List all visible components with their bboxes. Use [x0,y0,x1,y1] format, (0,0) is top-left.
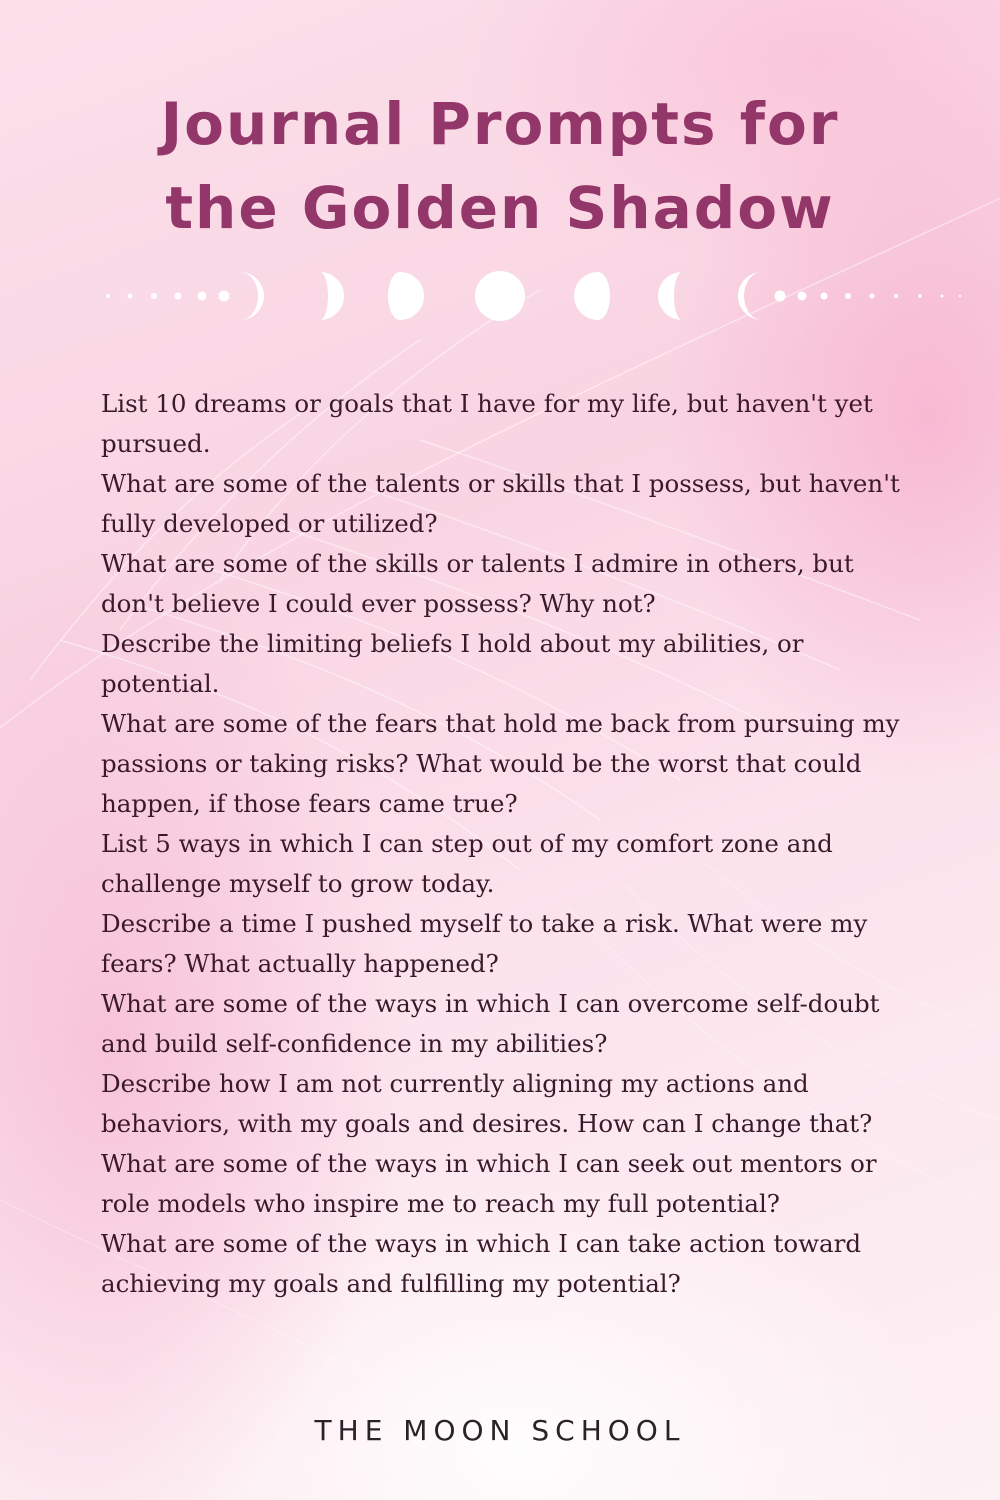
list-item: List 10 dreams or goals that I have for my life, but haven't yet pursued. [101,389,873,458]
list-item: What are some of the skills or talents I admire in others, but don't believe I could ever possess? Why not? [101,549,854,618]
list-item: What are some of the fears that hold me back from pursuing my passions or taking risks? What would be the worst that could happen, if those fears came true? [101,709,900,818]
title-line-1: Journal Prompts for [160,90,840,158]
list-item: Describe the limiting beliefs I hold about my abilities, or potential. [101,629,804,698]
brand-footer: THE MOON SCHOOL [314,1414,686,1447]
list-item: What are some of the ways in which I can seek out mentors or role models who inspire me to reach my full potential? [101,1149,877,1218]
list-item: What are some of the ways in which I can overcome self-doubt and build self-confidence in my abilities? [101,989,880,1058]
list-item: What are some of the ways in which I can take action toward achieving my goals and fulfilling my potential? [101,1229,862,1298]
page-title [0,82,1000,250]
list-item: What are some of the talents or skills that I possess, but haven't fully developed or utilized? [101,469,900,538]
list-item: Describe a time I pushed myself to take a risk. What were my fears? What actually happened? [101,909,868,978]
list-item: Describe how I am not currently aligning my actions and behaviors, with my goals and desires. How can I change that? [101,1069,873,1138]
prompt-list [101,384,911,1304]
moon-phases-icon [0,262,1000,332]
title-line-2: the Golden Shadow [165,174,835,242]
list-item: List 5 ways in which I can step out of my comfort zone and challenge myself to grow today. [101,829,833,898]
